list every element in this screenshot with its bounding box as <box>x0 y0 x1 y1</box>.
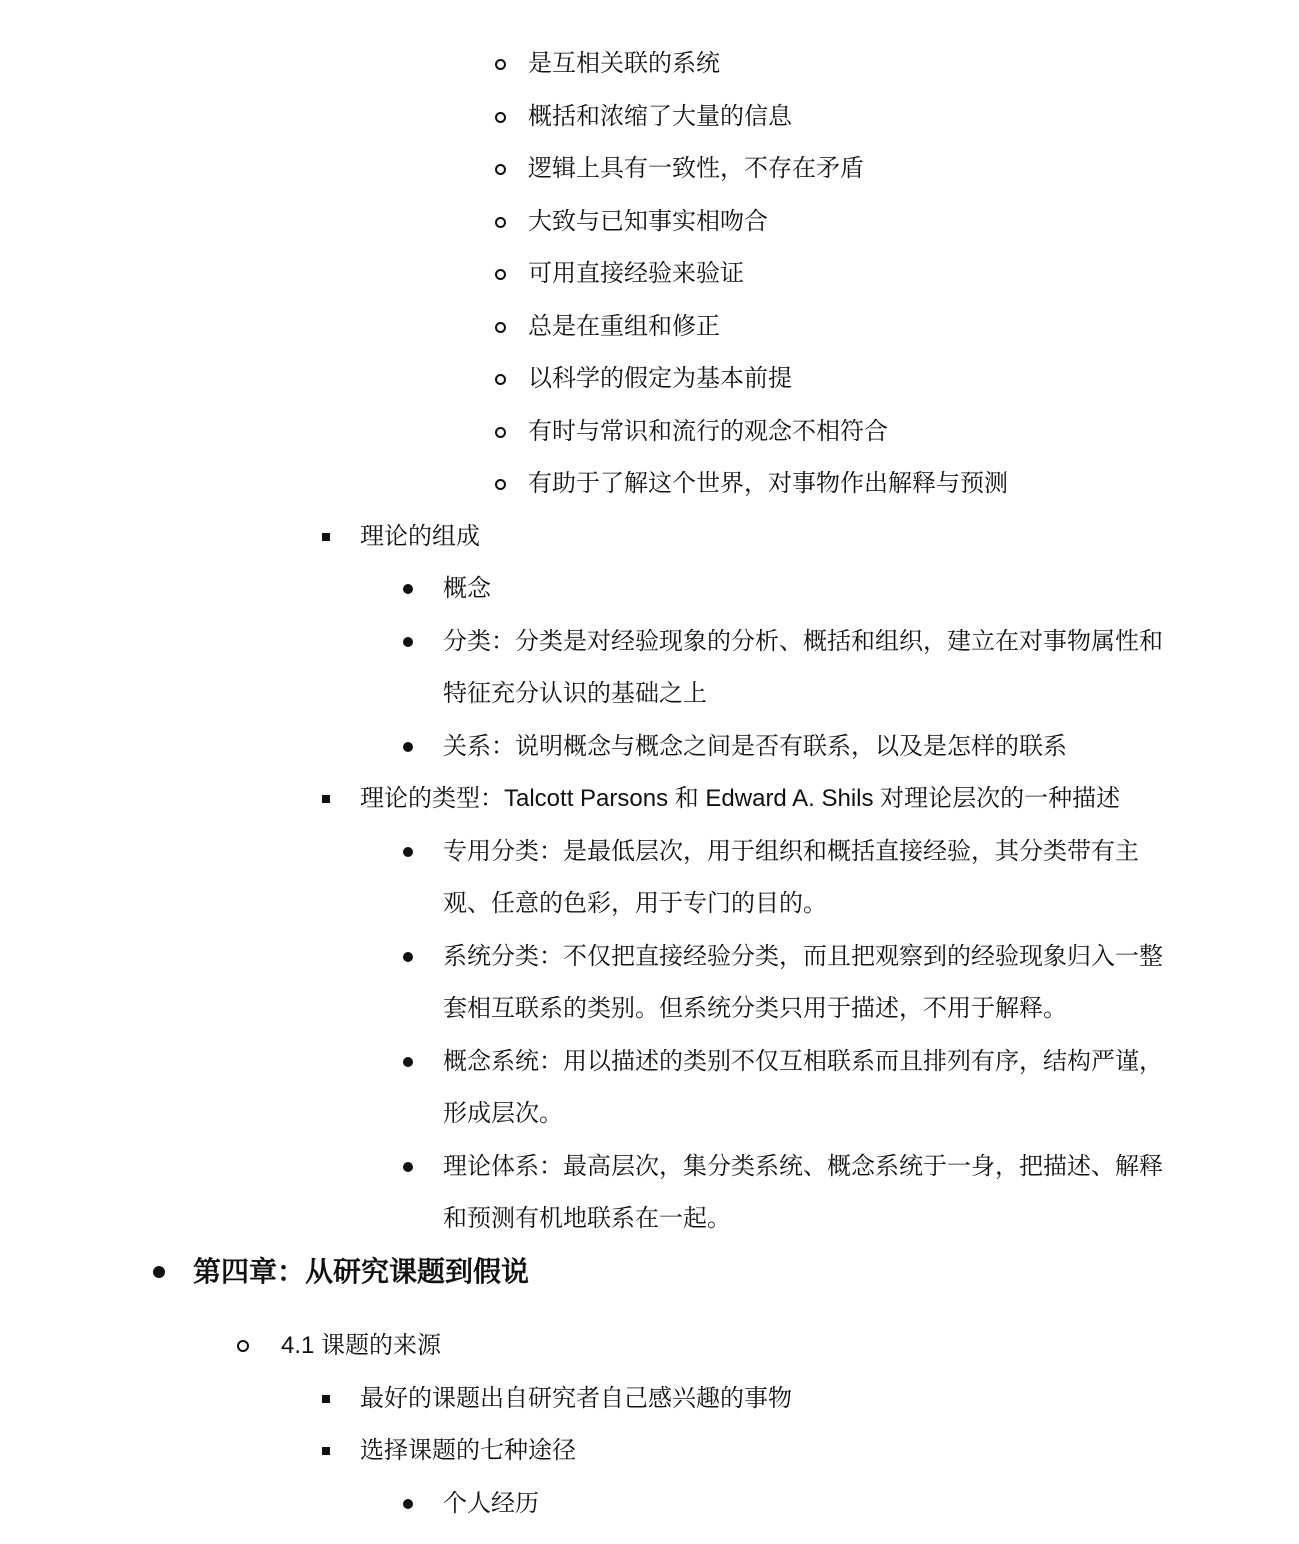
circle-bullet-icon <box>495 322 506 333</box>
outline-item-text: 可用直接经验来验证 <box>528 260 744 287</box>
outline-item <box>0 773 1299 826</box>
outline-item <box>0 38 1299 91</box>
disc-bullet-icon <box>403 1057 413 1067</box>
outline-item-text: 理论的组成 <box>360 522 480 550</box>
chapter-heading-text: 第四章：从研究课题到假说 <box>193 1255 530 1287</box>
outline-item <box>0 931 1299 1036</box>
outline-item-text: 选择课题的七种途径 <box>360 1437 576 1464</box>
outline-item <box>0 143 1299 196</box>
outline-item <box>0 248 1299 301</box>
circle-bullet-icon <box>495 374 506 385</box>
disc-bullet-icon <box>403 847 413 857</box>
circle-bullet-icon <box>495 112 506 123</box>
outline-item-text: 概念 <box>443 575 491 602</box>
outline-item-text: 总是在重组和修正 <box>528 312 720 340</box>
outline-item-text: 专用分类：是最低层次，用于组织和概括直接经验，其分类带有主观、任意的色彩，用于专门的目的。 <box>443 837 1139 917</box>
disc-bullet-icon <box>403 742 413 752</box>
outline-item-text: 逻辑上具有一致性，不存在矛盾 <box>528 155 864 182</box>
outline-item-text: 有助于了解这个世界，对事物作出解释与预测 <box>528 470 1008 497</box>
outline-item <box>0 196 1299 249</box>
outline-item <box>0 458 1299 511</box>
chapter-heading <box>0 1246 1299 1299</box>
outline-item-text: 理论的类型：Talcott Parsons 和 Edward A. Shils 对理论层次的一种描述 <box>360 785 1121 812</box>
circle-bullet-icon <box>495 479 506 490</box>
outline-item <box>0 616 1299 721</box>
square-bullet-icon <box>322 795 330 803</box>
outline-item <box>0 1320 1299 1373</box>
outline-item-text: 大致与已知事实相吻合 <box>528 207 768 235</box>
outline-item <box>0 721 1299 774</box>
outline-item-text: 有时与常识和流行的观念不相符合 <box>528 417 888 445</box>
disc-bullet-icon <box>403 1499 413 1509</box>
outline-item <box>0 1478 1299 1531</box>
square-bullet-icon <box>322 1395 330 1403</box>
outline-item <box>0 1425 1299 1478</box>
circle-bullet-icon <box>495 59 506 70</box>
circle-bullet-icon <box>237 1340 249 1352</box>
circle-bullet-icon <box>495 217 506 228</box>
outline-item-text: 最好的课题出自研究者自己感兴趣的事物 <box>360 1384 792 1412</box>
outline-item-text: 4.1 课题的来源 <box>281 1332 442 1359</box>
outline-item-text: 分类：分类是对经验现象的分析、概括和组织，建立在对事物属性和特征充分认识的基础之上 <box>443 627 1163 707</box>
outline-item <box>0 1373 1299 1426</box>
circle-bullet-icon <box>495 427 506 438</box>
disc-bullet-icon <box>153 1266 165 1278</box>
outline-item-text: 以科学的假定为基本前提 <box>528 365 792 392</box>
disc-bullet-icon <box>403 637 413 647</box>
outline-item <box>0 353 1299 406</box>
square-bullet-icon <box>322 1447 330 1455</box>
square-bullet-icon <box>322 533 330 541</box>
disc-bullet-icon <box>403 952 413 962</box>
outline-item-text: 关系：说明概念与概念之间是否有联系，以及是怎样的联系 <box>443 732 1067 760</box>
outline-item <box>0 826 1299 931</box>
outline-item <box>0 563 1299 616</box>
outline-item-text: 理论体系：最高层次，集分类系统、概念系统于一身，把描述、解释和预测有机地联系在一起。 <box>443 1152 1163 1232</box>
outline-item-text: 概括和浓缩了大量的信息 <box>528 102 792 130</box>
outline-item <box>0 1141 1299 1246</box>
outline-item <box>0 91 1299 144</box>
circle-bullet-icon <box>495 164 506 175</box>
disc-bullet-icon <box>403 584 413 594</box>
outline-item <box>0 1036 1299 1141</box>
outline-item <box>0 301 1299 354</box>
outline-item <box>0 406 1299 459</box>
outline-item-text: 概念系统：用以描述的类别不仅互相联系而且排列有序，结构严谨，形成层次。 <box>443 1047 1163 1127</box>
circle-bullet-icon <box>495 269 506 280</box>
outline-item-text: 系统分类：不仅把直接经验分类，而且把观察到的经验现象归入一整套相互联系的类别。但系统分类只用于描述，不用于解释。 <box>443 942 1163 1022</box>
outline-item-text: 是互相关联的系统 <box>528 50 720 77</box>
outline-item <box>0 511 1299 564</box>
outline-item-text: 个人经历 <box>443 1489 539 1517</box>
disc-bullet-icon <box>403 1162 413 1172</box>
